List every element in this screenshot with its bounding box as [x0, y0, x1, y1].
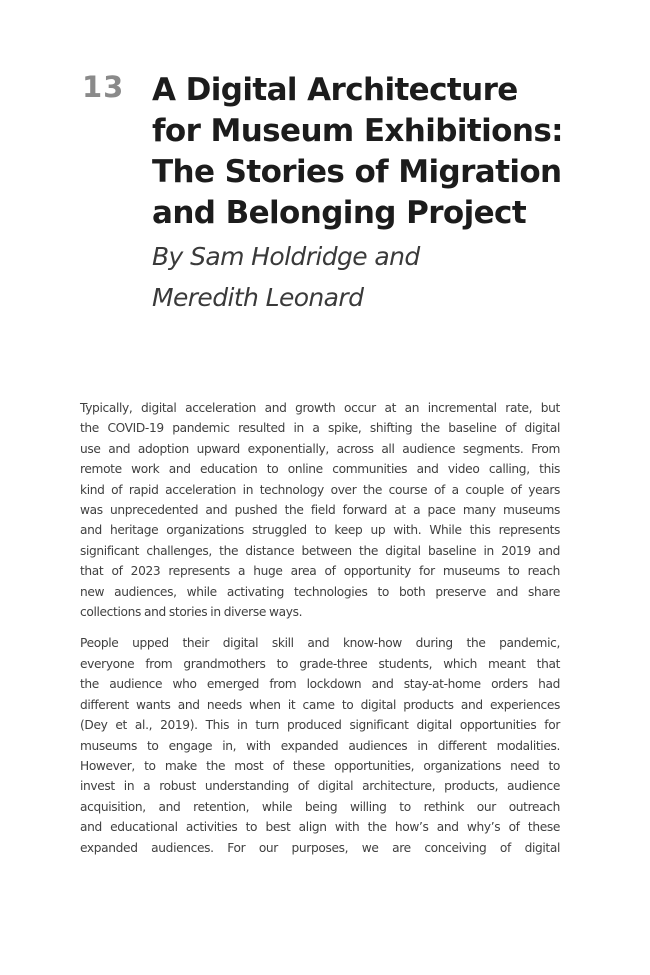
text-line: expanded audiences. For our purposes, we are conceiving of digital	[80, 840, 560, 855]
text-line: significant challenges, the distance between the digital baseline in 2019 and	[80, 543, 560, 558]
author-byline	[152, 236, 420, 318]
text-line: the COVID-19 pandemic resulted in a spike, shifting the baseline of digital	[80, 421, 560, 436]
text-line: However, to make the most of these opportunities, organizations need to	[80, 758, 560, 773]
text-line: (Dey et al., 2019). This in turn produced significant digital opportunities for	[80, 718, 560, 733]
text-line: invest in a robust understanding of digital architecture, products, audience	[80, 779, 560, 794]
text-line: that of 2023 represents a huge area of opportunity for museums to reach	[80, 564, 560, 579]
body-text	[80, 398, 560, 869]
byline-line: Meredith Leonard	[152, 283, 364, 312]
chapter-title-line: The Stories of Migration	[152, 154, 562, 190]
chapter-title-line: for Museum Exhibitions:	[152, 113, 563, 149]
text-line: and educational activities to best align with the how’s and why’s of these	[80, 820, 560, 835]
paragraph	[80, 633, 560, 857]
chapter-number: 13	[82, 70, 125, 104]
chapter-title-line: A Digital Architecture	[152, 72, 518, 108]
text-line: acquisition, and retention, while being willing to rethink our outreach	[80, 799, 560, 814]
text-line: remote work and education to online communities and video calling, this	[80, 462, 560, 477]
text-line: different wants and needs when it came to digital products and experiences	[80, 697, 560, 712]
text-line: use and adoption upward exponentially, across all audience segments. From	[80, 441, 560, 456]
chapter-title	[152, 70, 622, 234]
text-line: Typically, digital acceleration and growth occur at an incremental rate, but	[80, 401, 560, 415]
text-line: everyone from grandmothers to grade-three students, which meant that	[80, 656, 560, 671]
text-line: People upped their digital skill and know-how during the pandemic,	[80, 636, 560, 651]
text-line: museums to engage in, with expanded audiences in different modalities.	[80, 738, 560, 753]
text-line: kind of rapid acceleration in technology over the course of a couple of years	[80, 482, 560, 497]
chapter-title-line: and Belonging Project	[152, 195, 527, 231]
text-line: collections and stories in diverse ways.	[80, 605, 303, 620]
byline-line: By Sam Holdridge and	[152, 242, 420, 271]
text-line: the audience who emerged from lockdown and stay-at-home orders had	[80, 677, 560, 692]
text-line: and heritage organizations struggled to keep up with. While this represents	[80, 523, 560, 538]
text-line: was unprecedented and pushed the field forward at a pace many museums	[80, 503, 560, 518]
text-line: new audiences, while activating technologies to both preserve and share	[80, 584, 560, 599]
paragraph	[80, 398, 560, 622]
